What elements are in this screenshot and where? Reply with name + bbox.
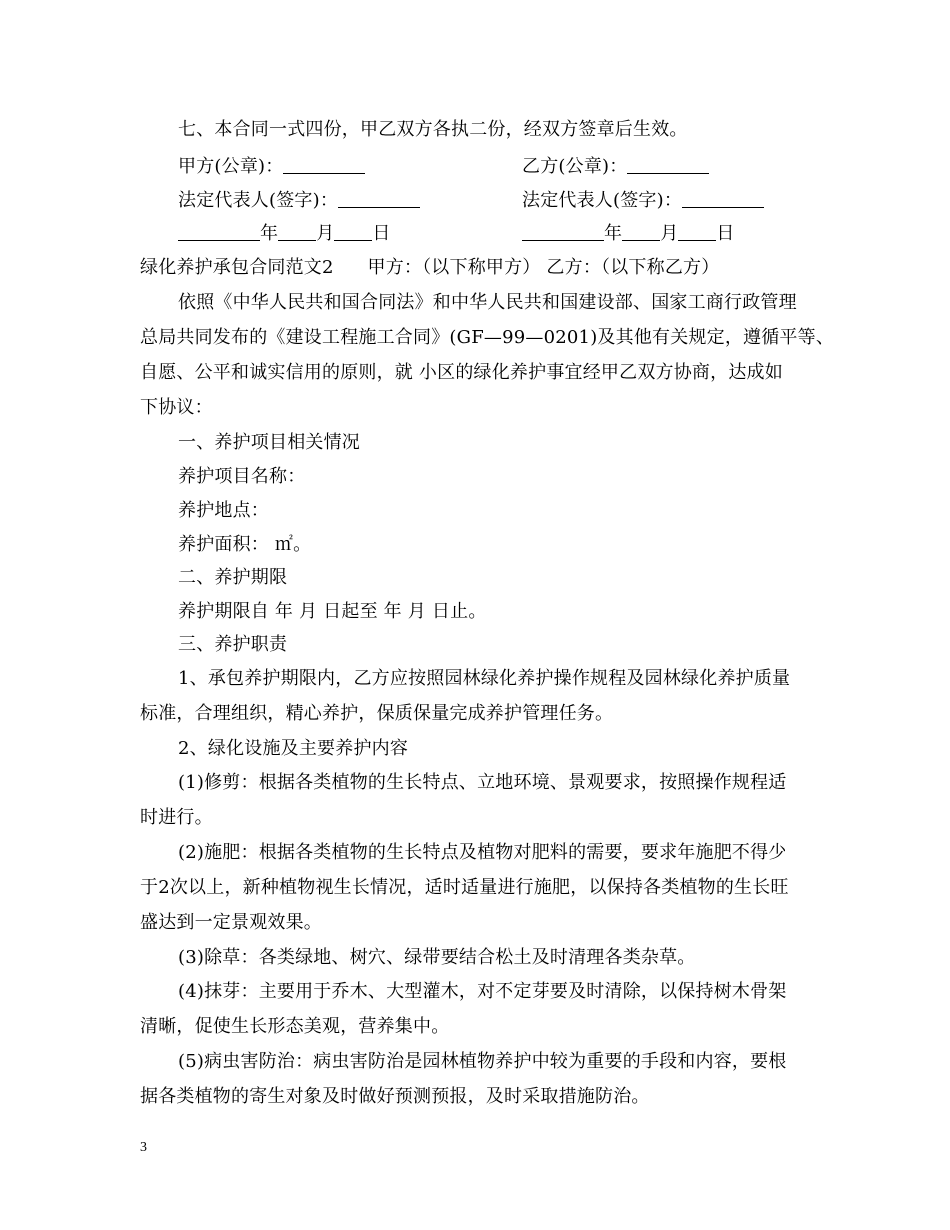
item-4-line: (4)抹芽：主要用于乔木、大型灌木，对不定芽要及时清除，以保持树木骨架 [178,981,787,1002]
intro-line: 总局共同发布的《建设工程施工合同》(GF—99—0201)及其他有关规定，遵循平等、 [140,327,835,348]
item-2-line: 于2次以上，新种植物视生长情况，适时适量进行施肥，以保持各类植物的生长旺 [140,877,789,898]
rep-a-label: 法定代表人(签字)： [178,190,339,211]
month-blank [622,222,660,241]
maintenance-period: 养护期限自 年 月 日起至 年 月 日止。 [178,601,487,622]
day-blank [334,222,372,241]
party-b-seal-line [522,155,709,179]
party-b-seal-label: 乙方(公章)： [522,156,628,177]
date-line-b [522,222,735,246]
item-2-line: (2)施肥：根据各类植物的生长特点及植物对肥料的需要，要求年施肥不得少 [178,842,787,863]
contract-heading-line [140,256,719,280]
section-3-heading: 三、养护职责 [178,634,288,655]
month-label: 月 [660,223,679,244]
item-1-line: (1)修剪：根据各类植物的生长特点、立地环境、景观要求，按照操作规程适 [178,772,787,793]
day-label: 日 [716,223,735,244]
intro-line: 依照《中华人民共和国合同法》和中华人民共和国建设部、国家工商行政管理 [178,292,797,313]
signature-blank [627,155,709,174]
section-2-heading: 二、养护期限 [178,567,288,588]
duty-1-line: 1、承包养护期限内，乙方应按照园林绿化养护操作规程及园林绿化养护质量 [178,668,791,689]
item-4-line: 清晰，促使生长形态美观，营养集中。 [140,1016,450,1037]
rep-b-line [522,189,764,213]
day-label: 日 [372,223,391,244]
day-blank [678,222,716,241]
intro-line: 下协议： [140,397,213,418]
party-a-note: 甲方：（以下称甲方） [367,257,541,278]
page-number: 3 [140,1140,147,1155]
project-area: 养护面积： ㎡。 [178,534,312,555]
item-1-line: 时进行。 [140,807,213,828]
duty-2-heading: 2、绿化设施及主要养护内容 [178,738,409,759]
month-label: 月 [316,223,335,244]
item-5-line: (5)病虫害防治：病虫害防治是园林植物养护中较为重要的手段和内容，要根 [178,1051,787,1072]
date-line-a [178,222,391,246]
section-1-heading: 一、养护项目相关情况 [178,432,360,453]
item-5-line: 据各类植物的寄生对象及时做好预测预报，及时采取措施防治。 [140,1086,650,1107]
signature-blank [283,155,365,174]
contract-title: 绿化养护承包合同范文2 [140,257,334,278]
clause-7: 七、本合同一式四份，甲乙双方各执二份，经双方签章后生效。 [178,119,688,140]
party-b-note: 乙方：（以下称乙方） [546,257,720,278]
party-a-seal-line [178,155,365,179]
party-a-seal-label: 甲方(公章)： [178,156,284,177]
month-blank [278,222,316,241]
project-place: 养护地点： [178,500,269,521]
duty-1-line: 标准，合理组织，精心养护，保质保量完成养护管理任务。 [140,703,614,724]
year-blank [178,222,260,241]
rep-b-label: 法定代表人(签字)： [522,190,683,211]
signature-blank [682,189,764,208]
intro-line: 自愿、公平和诚实信用的原则，就 小区的绿化养护事宜经甲乙双方协商，达成如 [140,362,783,383]
rep-a-line [178,189,420,213]
year-label: 年 [604,223,623,244]
year-label: 年 [260,223,279,244]
project-name: 养护项目名称： [178,466,306,487]
year-blank [522,222,604,241]
item-2-line: 盛达到一定景观效果。 [140,912,322,933]
item-3-line: (3)除草：各类绿地、树穴、绿带要结合松土及时清理各类杂草。 [178,947,696,968]
signature-blank [338,189,420,208]
